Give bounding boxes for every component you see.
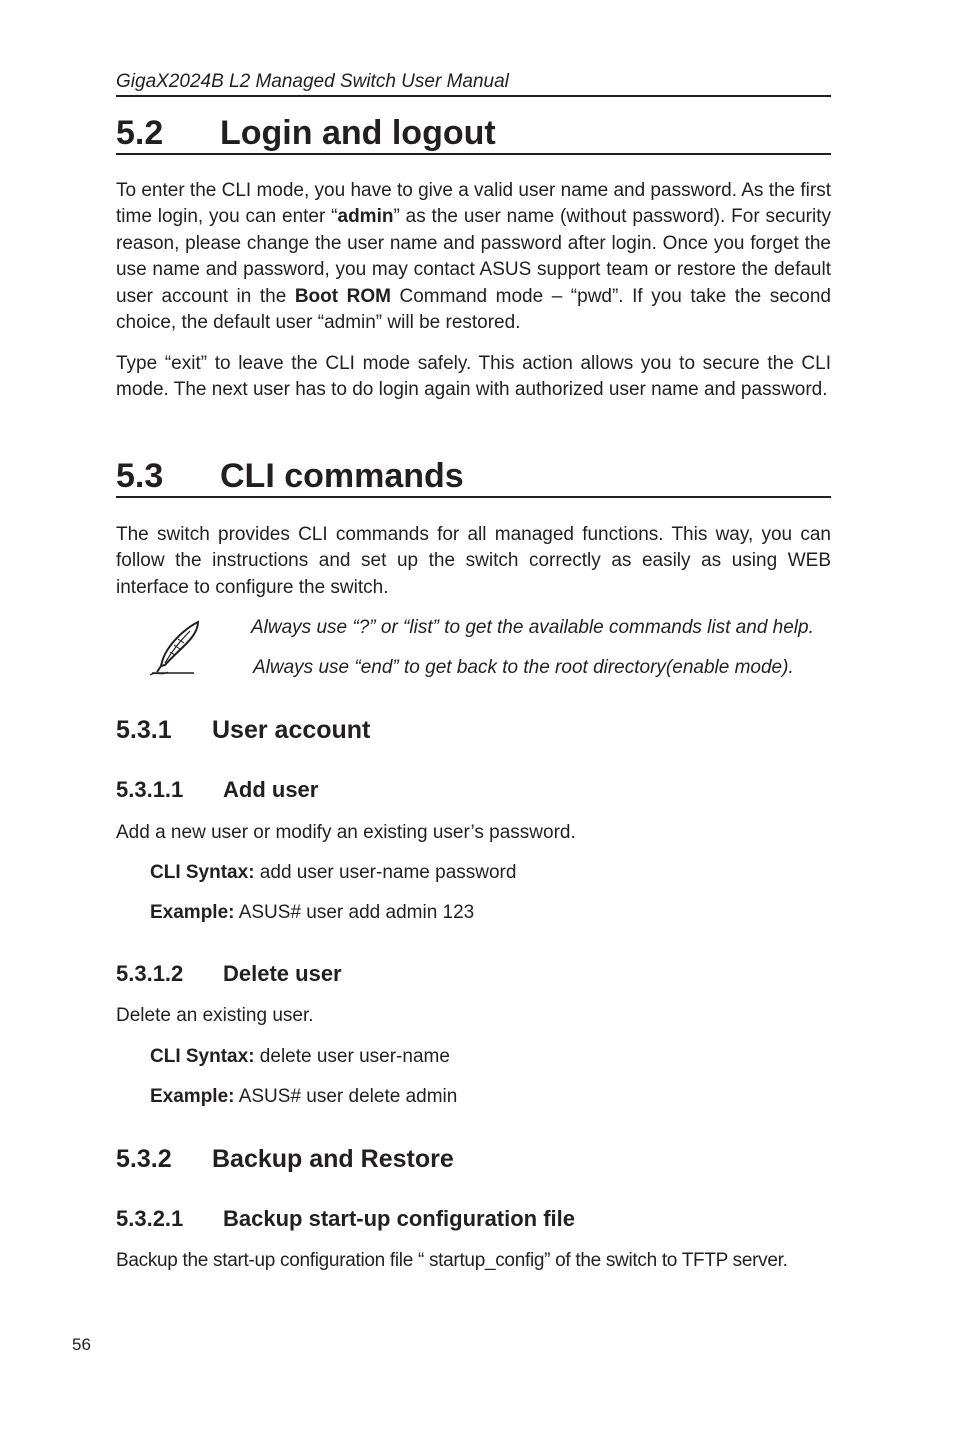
section-title: CLI commands: [220, 457, 464, 495]
section-number: 5.3.2: [116, 1145, 172, 1173]
delete-user-example: [150, 1085, 457, 1109]
section-title: Delete user: [223, 961, 342, 986]
admin-term: admin: [337, 206, 394, 228]
add-user-example: [150, 901, 474, 925]
section-number: 5.3.1.2: [116, 961, 184, 986]
section-number: 5.3.2.1: [116, 1206, 184, 1231]
section-number: 5.3: [116, 457, 164, 495]
section-5-3-heading: [116, 456, 831, 498]
section-title: Backup and Restore: [212, 1145, 454, 1173]
delete-user-syntax: [150, 1045, 450, 1069]
example-text: ASUS# user add admin 123: [234, 902, 475, 923]
section-title: Backup start-up configuration file: [223, 1206, 576, 1231]
logout-paragraph: Type “exit” to leave the CLI mode safely. This action allows you to secure the CLI mode. The next user has to do login again with authorized user name and password.: [116, 353, 831, 401]
syntax-label: CLI Syntax:: [150, 1046, 255, 1067]
page-number: 56: [72, 1335, 91, 1354]
section-5-3-2-heading: [116, 1144, 454, 1174]
syntax-text: delete user user-name: [254, 1046, 450, 1067]
example-label: Example:: [150, 1086, 235, 1107]
login-paragraph: [116, 178, 831, 336]
pen-note-icon: [148, 619, 204, 677]
note-line-end: Always use “end” to get back to the root directory(enable mode).: [253, 657, 794, 678]
cli-intro-paragraph: The switch provides CLI commands for all managed functions. This way, you can follow the instructions and set up the switch correctly as easily as using WEB interface to configure the switch.: [116, 524, 831, 598]
example-text: ASUS# user delete admin: [234, 1086, 458, 1107]
section-title: User account: [212, 716, 371, 744]
section-5-3-1-2-heading: [116, 960, 342, 988]
section-5-3-2-1-heading: [116, 1205, 575, 1233]
syntax-text: add user user-name password: [254, 862, 517, 883]
backup-description: Backup the start-up configuration file “ startup_config” of the switch to TFTP server.: [116, 1250, 788, 1271]
section-5-3-1-1-heading: [116, 776, 318, 804]
section-number: 5.2: [116, 114, 164, 152]
section-5-3-1-heading: [116, 715, 370, 745]
section-number: 5.3.1: [116, 716, 172, 744]
syntax-label: CLI Syntax:: [150, 862, 255, 883]
text-run: Command mode – “pwd”. If you take the second choice, the default user “admin” will be restored.: [116, 285, 832, 334]
delete-user-description: Delete an existing user.: [116, 1005, 314, 1026]
section-title: Login and logout: [220, 114, 496, 152]
note-line-list-help: Always use “?” or “list” to get the available commands list and help.: [251, 617, 814, 638]
section-title: Add user: [223, 777, 319, 802]
add-user-syntax: [150, 861, 516, 885]
example-label: Example:: [150, 902, 235, 923]
add-user-description: Add a new user or modify an existing user’s password.: [116, 822, 576, 843]
running-header: GigaX2024B L2 Managed Switch User Manual: [116, 70, 831, 97]
section-number: 5.3.1.1: [116, 777, 184, 802]
text-run: ” as the user name (without password). For security reason, please change the user name and password after login. Once you forget the use name and password, you may contact ASUS support team or restore the default user account in the: [116, 206, 831, 307]
section-5-2-heading: [116, 113, 831, 155]
text-run: To enter the CLI mode, you have to give a valid user name and password. As the first time login, you can enter “: [116, 180, 832, 228]
boot-rom-term: Boot ROM: [294, 285, 391, 307]
